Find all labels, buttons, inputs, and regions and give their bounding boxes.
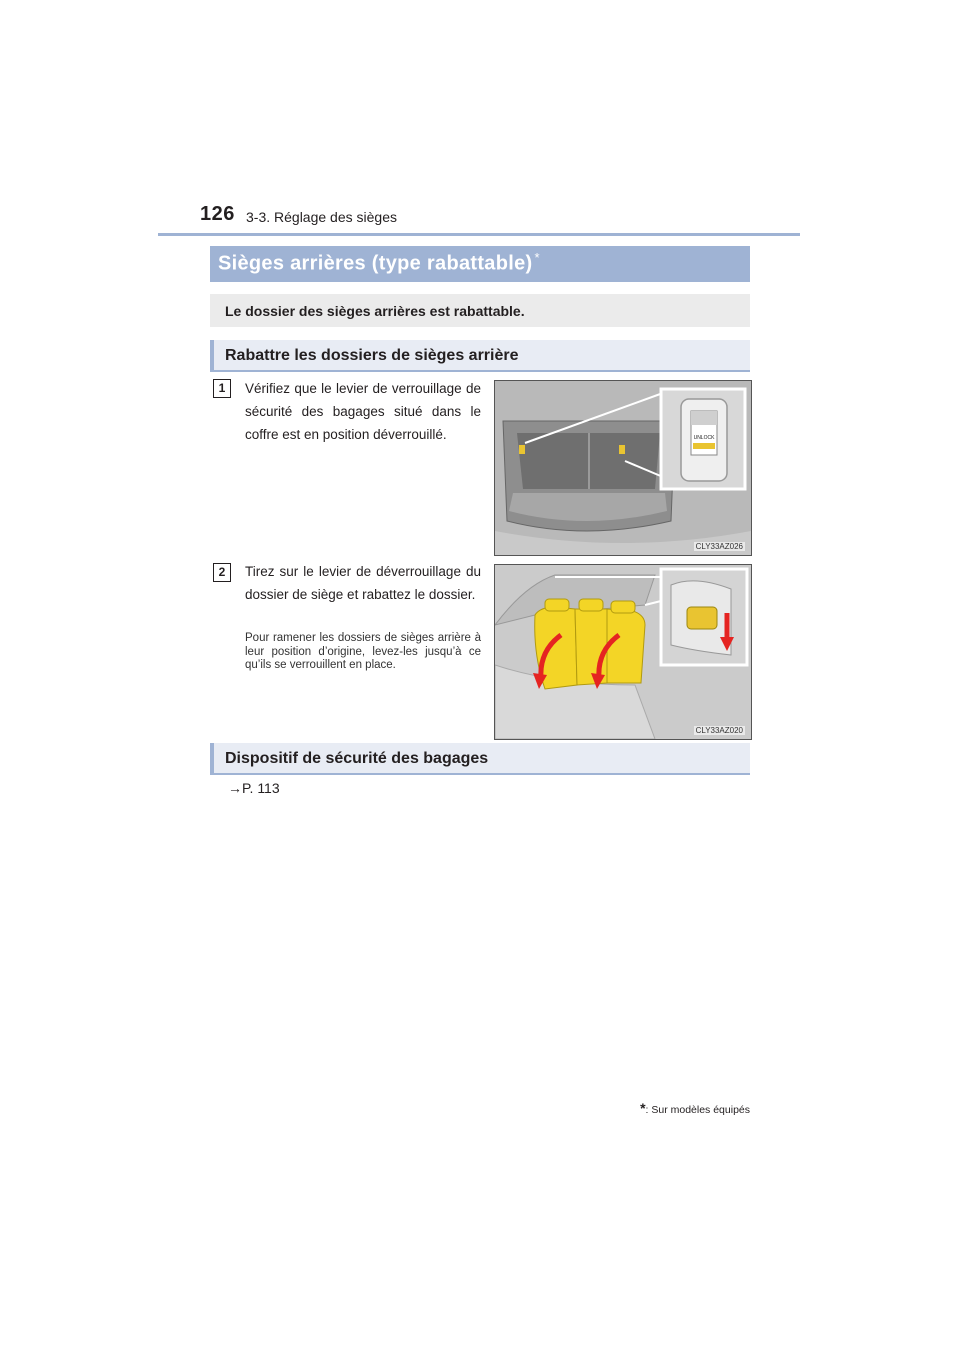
- footnote-text: : Sur modèles équipés: [645, 1104, 750, 1116]
- step-1-badge: 1: [213, 379, 231, 398]
- section-label: 3-3. Réglage des sièges: [246, 209, 397, 225]
- step-2-note: Pour ramener les dossiers de sièges arrière à leur position d’origine, levez-les jusqu’à ce qu’ils se verrouillent en place.: [245, 632, 481, 671]
- trunk-lock-drawing: [495, 381, 751, 555]
- page-reference-link[interactable]: →P. 113: [228, 780, 280, 796]
- seat-fold-illustration: [494, 564, 752, 740]
- trunk-lock-illustration: [494, 380, 752, 556]
- page-title: [218, 250, 540, 276]
- intro-text: Le dossier des sièges arrières est rabattable.: [225, 303, 525, 319]
- figure-code: CLY33AZ026: [695, 542, 743, 551]
- footnote: [630, 1100, 750, 1116]
- subsection-title-fold: Rabattre les dossiers de sièges arrière: [225, 347, 519, 364]
- step-1-text: Vérifiez que le levier de verrouillage de sécurité des bagages situé dans le coffre est en position déverrouillé.: [245, 381, 481, 442]
- seat-fold-drawing: [495, 565, 751, 739]
- subsection-accent: [210, 340, 214, 372]
- unlock-label: UNLOCK: [693, 435, 715, 441]
- page-number: 126: [200, 203, 235, 225]
- subsection-accent: [210, 743, 214, 775]
- asterisk-marker: *: [640, 1100, 646, 1116]
- step-2-badge: 2: [213, 563, 231, 582]
- asterisk-marker: *: [534, 250, 540, 265]
- figure-code: CLY33AZ020: [695, 726, 743, 735]
- step-2-text: Tirez sur le levier de déverrouillage du dossier de siège et rabattez le dossier.: [245, 564, 481, 602]
- subsection-title-luggage: Dispositif de sécurité des bagages: [225, 750, 489, 767]
- page-title-text: Sièges arrières (type rabattable): [218, 252, 533, 275]
- header-divider: [158, 233, 800, 236]
